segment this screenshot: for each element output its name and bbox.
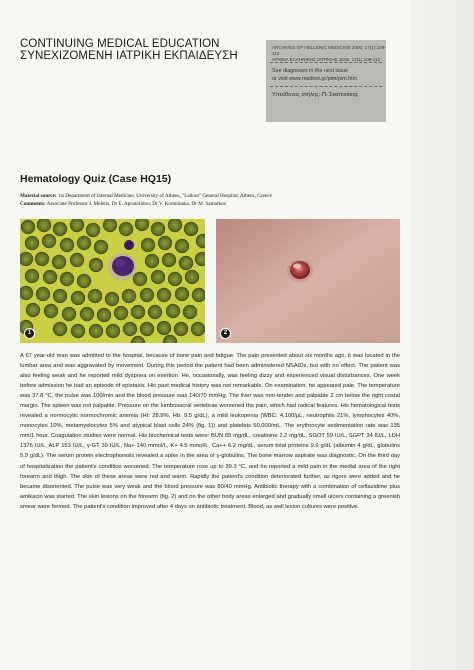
quiz-credits <box>20 193 400 208</box>
section-title-english: CONTINUING MEDICAL EDUCATION <box>20 38 220 50</box>
figure-2-number: 2 <box>220 328 231 339</box>
divider <box>270 62 382 63</box>
journal-reference <box>272 45 386 63</box>
figure-1-blood-smear <box>20 219 205 343</box>
material-text: 1st Department of Internal Medicine, University of Athens, "Laikon" General Hospital, Athens, Greece <box>57 193 272 199</box>
journal-reference-english: ARCHIVES OF HELLENIC MEDICINE 2000, 17(1):109-112 <box>272 45 386 56</box>
blood-smear-image <box>20 219 205 343</box>
page-edge-shade <box>410 0 474 670</box>
comments-label: Comments: <box>20 200 46 207</box>
diagnoses-notice-line2: or visit www.mednet.gr/pim/pim.htm <box>272 76 358 82</box>
quiz-title: Hematology Quiz (Case HQ15) <box>20 173 172 185</box>
column-editor: Υπεύθυνος στήλης: Π. Σκαπινάκης <box>272 92 359 98</box>
divider <box>270 86 382 87</box>
journal-info-box <box>266 40 386 122</box>
material-label: Material source: <box>20 193 57 199</box>
diagnoses-notice <box>272 67 357 83</box>
case-description <box>20 351 400 512</box>
figure-2-skin-lesion <box>216 219 400 343</box>
figure-1-number: 1 <box>24 328 35 339</box>
skin-lesion-image <box>216 219 400 343</box>
cell-fragment <box>124 240 134 250</box>
case-paragraph: A 67 year-old man was admitted to the hospital, because of bone pain and fatigue. The pain presented about six months ago, it was located in the lumbar area and was aggravated by movement. During this period the patient had been administered NSAIDs, but with no effect. The patient was also feeling weak and he reported mild dyspnea on exertion. He, occasionally, was feeling dizzy and experienced visual disturbances. One week before admission he had an episode of epistaxis. His past medical history was not remarkable. On examination, he appeared pale. The temperature was 37.8 °C, the pulse was 100/min and the blood pressure was 140/70 mmHg. The liver was non-tender and palpable 2 cm below the right costal margin. The spleen was not palpable. Pressure on the lumbosacral vertebrae worsened the pain, which had radical features. His hematological tests revealed a normocytic normochromic anemia (Ht: 28.9%, Hb: 9.5 g/dL), a mild leukopenia (WBC: 4,100/μL, neutrophils 21%, lymphocytes 40%, monocytes 10%, metamyelocytes 5% and atypical blast cells 24% (fig. 1)) and platelets 50,000/mL. The erythrocyte sedimentation rate was 135 mm/1 hour. Coagulation studies were normal. His biochemical tests were: BUN 65 mg/dL, creatinine 2.2 mg/dL, SGOT 59 IU/L, SGPT 34 IU/L, LDH 1376 IU/L, ALP 153 IU/L, γ-GT 39 IU/L, Na+ 140 mmol/L, K+ 4.5 mmol/L, Ca++ 6.2 mg/dL, serum total proteins 9.9 g/dL (albumin 4 g/dL, globulins 5.9 g/dL). The serum protein electrophoresis revealed a spike in the area of γ-globulins. The bone marrow aspirate was diagnostic. On the third day of hospitalization the patient's condition worsened. The temperature rose up to 39.3 °C, and he reported a mild pain in the medial area of the right forearm and thigh. The skin of these areas were red and warm. Rapidly the patient's condition deteriorated further, as rigors were added and he became disoriented. The pulse was very weak and the blood pressure was 80/40 mmHg. Antibiotic therapy with a combination of ceftazidime plus amikacin was started. The skin lesions on the forearm (fig. 2) and on the other body areas enlarged and gradually small ulcers containing a greenish smear were formed. The patient's condition improved after 4 days on antibiotic treatment. Blood, as well lesion cultures were positive. <box>20 353 400 510</box>
section-title-greek: ΣΥΝΕΧΙΖΟΜΕΝΗ ΙΑΤΡΙΚΗ ΕΚΠΑΙΔΕΥΣΗ <box>20 50 238 62</box>
comments-text: Associate Professor J. Meletis, Dr E. Apostolidou, Dr V. Komninaka, Dr M. Samarkos <box>46 200 226 207</box>
journal-reference-greek: ΑΡΧΕΙΑ ΕΛΛΗΝΙΚΗΣ ΙΑΤΡΙΚΗΣ 2000, 17(1):109-112 <box>272 57 381 62</box>
diagnoses-notice-line1: See diagnoses in the next issue <box>272 68 349 74</box>
blast-cell <box>108 253 136 281</box>
section-title <box>20 38 238 62</box>
